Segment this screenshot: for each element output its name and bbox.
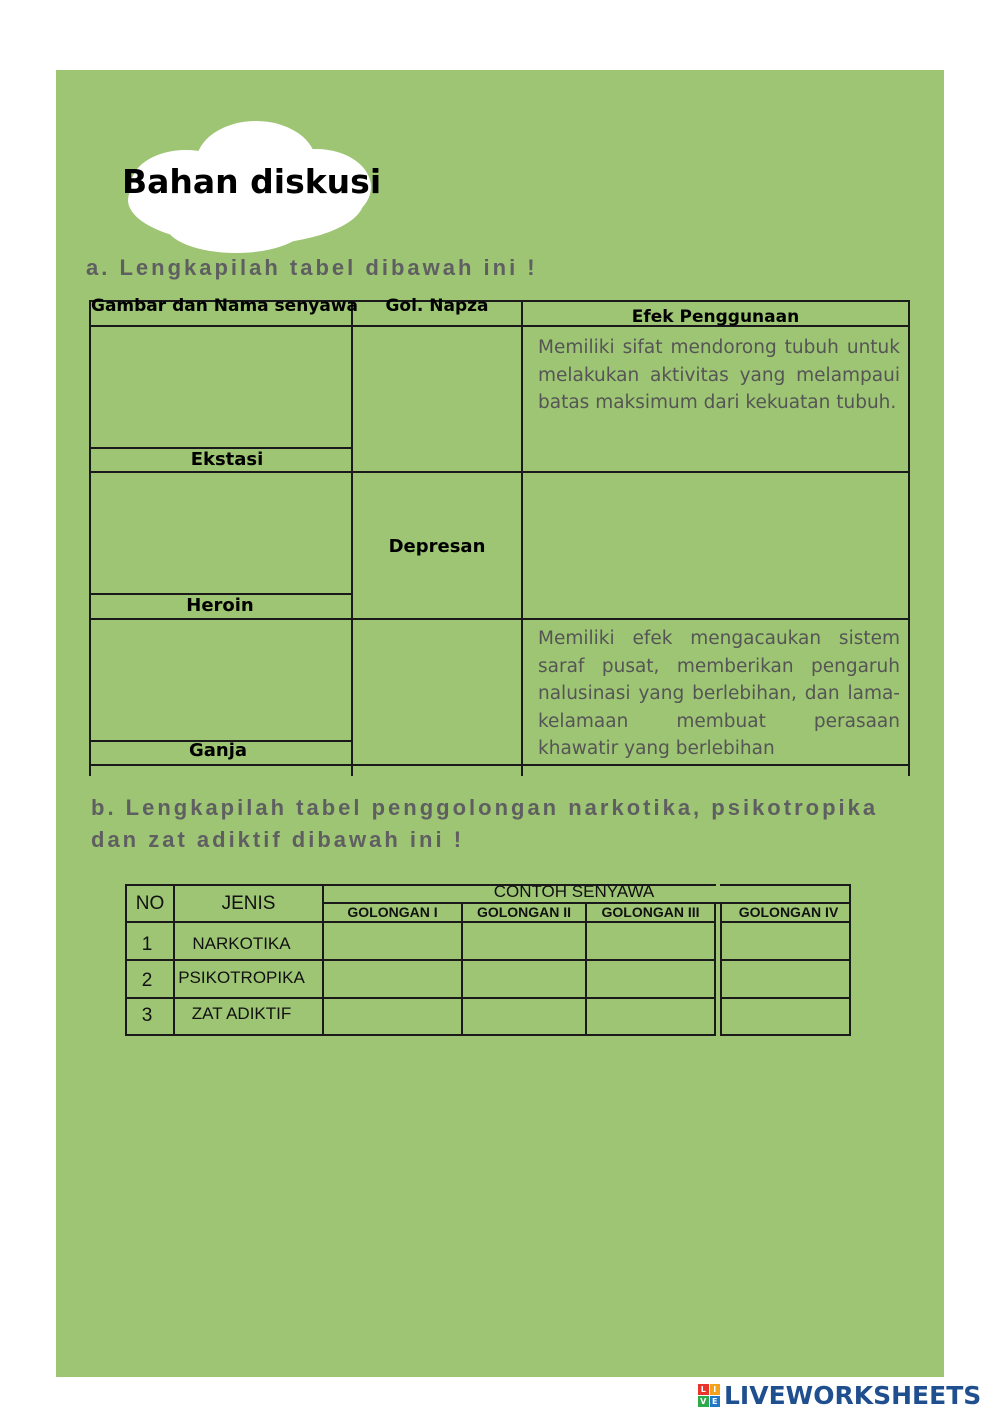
header-compound: Gambar dan Nama senyawa: [91, 296, 359, 316]
row-jenis-zat-adiktif: ZAT ADIKTIF: [191, 1004, 292, 1023]
header-golongan-1: GOLONGAN I: [347, 904, 438, 920]
table-classification: [125, 884, 851, 1038]
compound-name-ganja: Ganja: [188, 740, 248, 761]
instruction-b: b. Lengkapilah tabel penggolongan narkotika, psikotropika dan zat adiktif dibawah ini !: [91, 795, 879, 852]
page-title: Bahan diskusi: [122, 162, 382, 201]
efek-ekstasi: Memiliki sifat mendorong tubuh untuk melakukan aktivitas yang melampaui batas maksimum dari kekuatan tubuh.: [538, 337, 900, 414]
liveworksheets-brand: [698, 1378, 981, 1412]
logo-letter-e: E: [710, 1396, 721, 1407]
header-jenis: JENIS: [221, 893, 276, 914]
instruction-a: a. Lengkapilah tabel dibawah ini !: [86, 255, 538, 280]
header-golongan: Gol. Napza: [385, 296, 489, 316]
golongan-depresan: Depresan: [388, 536, 486, 557]
efek-ganja: Memiliki efek mengacaukan sistem saraf pusat, memberikan pengaruh nalusinasi yang berlebihan, dan lama-kelamaan membuat perasaan khawatir yang berlebihan: [538, 628, 900, 760]
header-golongan-4: GOLONGAN IV: [738, 904, 839, 920]
worksheet-page: [56, 70, 944, 1377]
header-contoh-senyawa: CONTOH SENYAWA: [493, 882, 655, 901]
header-efek: Efek Penggunaan: [631, 307, 800, 327]
brand-name: LIVEWORKSHEETS: [724, 1380, 982, 1410]
compound-name-ekstasi: Ekstasi: [190, 449, 264, 470]
logo-letter-l: L: [698, 1384, 709, 1395]
row-jenis-psikotropika: PSIKOTROPIKA: [178, 968, 305, 987]
logo-letter-v: V: [698, 1396, 709, 1407]
row-no-1: 1: [141, 934, 153, 955]
compound-name-heroin: Heroin: [186, 595, 254, 616]
row-no-2: 2: [141, 970, 153, 991]
liveworksheets-logo-icon: [698, 1384, 720, 1406]
row-no-3: 3: [141, 1005, 153, 1026]
header-golongan-2: GOLONGAN II: [476, 904, 572, 920]
table-compounds: [89, 296, 910, 776]
logo-letter-i: I: [710, 1384, 721, 1395]
header-no: NO: [135, 893, 165, 914]
row-jenis-narkotika: NARKOTIKA: [192, 934, 291, 953]
header-golongan-3: GOLONGAN III: [601, 904, 700, 920]
